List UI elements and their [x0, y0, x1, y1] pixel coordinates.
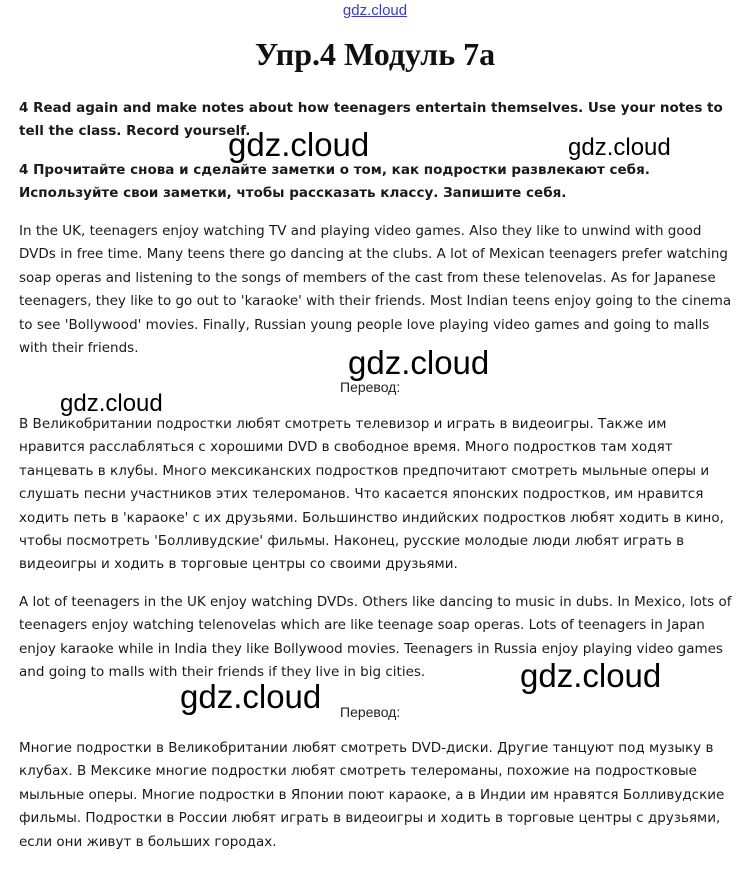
watermark-overlay: gdz.cloud — [228, 126, 370, 163]
answer2-text-ru: Многие подростки в Великобритании любят смотреть DVD-диски. Другие танцуют под музыку в клубах. В Мексике многие подростки любят смотреть телероманы, похожие на подростковые мыльные оперы. Многие подростки в Японии поют караоке, а в Индии им нравятся Болливудские фильмы. Подростки в России любят играть в видеоигры и ходить в торговые центры с друзьями, если они живут в больших городах. — [19, 740, 725, 850]
watermark-overlay: gdz.cloud — [180, 678, 322, 715]
answer2-translation-label: Перевод: — [340, 704, 401, 720]
task-text-en: 4 Read again and make notes about how teenagers entertain themselves. Use your notes to tell the class. Record yourself. — [19, 100, 723, 140]
answer2-text-en: A lot of teenagers in the UK enjoy watching DVDs. Others like dancing to music in dubs. In Mexico, lots of teenagers enjoy watching telenovelas which are like teenage soap operas. Lots of teenagers in Japan enjoy karaoke while in India they like Bollywood movies. Teenagers in Russia enjoy playing video games and going to malls with their friends if they live in big cities. — [19, 594, 732, 681]
page-title: Упр.4 Модуль 7а — [254, 36, 496, 72]
watermark-overlay: gdz.cloud — [348, 344, 490, 381]
task-text-ru: 4 Прочитайте снова и сделайте заметки о том, как подростки развлекают себя. Используйте свои заметки, чтобы рассказать классу. Запишите себя. — [19, 162, 650, 202]
watermark-overlay: gdz.cloud — [568, 134, 671, 161]
answer1-text-en: In the UK, teenagers enjoy watching TV and playing video games. Also they like to unwind with good DVDs in free time. Many teens there go dancing at the clubs. A lot of Mexican teenagers prefer watching soap operas and listening to the songs of members of the cast from these telenovelas. As for Japanese teenagers, they like to go out to 'karaoke' with their friends. Most Indian teens enjoy going to the cinema to see 'Bollywood' movies. Finally, Russian young people love playing video games and going to malls with their friends. — [19, 223, 732, 357]
answer1-translation-label: Перевод: — [340, 379, 401, 395]
watermark-overlay: gdz.cloud — [520, 657, 662, 694]
watermark-overlay: gdz.cloud — [60, 390, 163, 417]
answer1-text-ru: В Великобритании подростки любят смотреть телевизор и играть в видеоигры. Также им нравится расслабляться с хорошими DVD в свободное время. Много подростков там ходят танцевать в клубы. Много мексиканских подростков предпочитают смотреть мыльные оперы и слушать песни участников этих телероманов. Что касается японских подростков, им нравится ходить петь в 'караоке' с их друзьями. Большинство индийских подростков любят ходить в кино, чтобы посмотреть 'Болливудские' фильмы. Наконец, русские молодые люди любят играть в видеоигры и ходить в торговые центры со своими друзьями. — [19, 416, 724, 573]
top-watermark-link[interactable]: gdz.cloud — [342, 2, 408, 19]
